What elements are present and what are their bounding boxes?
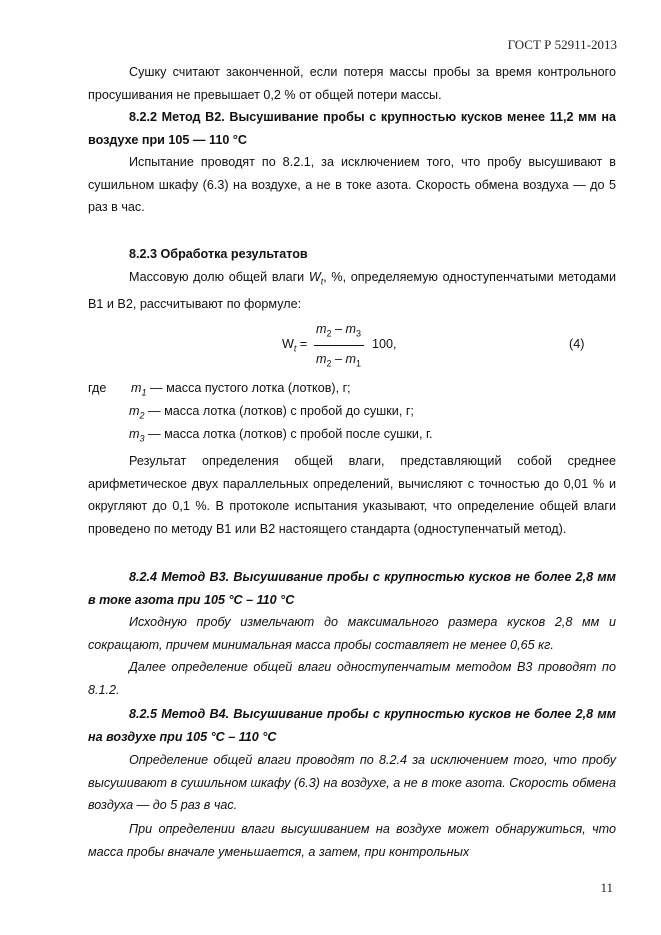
den-m-sub: 1 bbox=[356, 358, 362, 369]
paragraph-mass-fraction bbox=[88, 266, 616, 316]
den-m: m bbox=[345, 352, 357, 366]
page-header-standard: ГОСТ Р 52911-2013 bbox=[507, 37, 617, 52]
legend-var-sub: 1 bbox=[141, 387, 147, 398]
paragraph-air-drying: При определении влаги высушиванием на воздухе может обнаружиться, что масса пробы вначале уменьшается, а затем, при контрольных bbox=[88, 822, 616, 859]
legend-where: где bbox=[88, 381, 107, 395]
heading-8-2-3: 8.2.3 Обработка результатов bbox=[129, 247, 308, 261]
heading-8-2-4: 8.2.4 Метод В3. Высушивание пробы с крупностью кусков не более 2,8 мм в токе азота при 105 °С – 110 °С bbox=[88, 570, 616, 607]
formula-lhs bbox=[282, 337, 307, 354]
legend-item-m1 bbox=[131, 381, 351, 398]
legend-var-sub: 3 bbox=[139, 433, 145, 444]
page-number: 11 bbox=[600, 880, 613, 895]
legend-var: m bbox=[129, 427, 140, 441]
paragraph-crushing: Исходную пробу измельчают до максимального размера кусков 2,8 мм и сокращают, причем минимальная масса пробы составляет не менее 0,65 кг. bbox=[88, 615, 616, 652]
num-m: m bbox=[345, 322, 357, 336]
den-m-sub: 2 bbox=[326, 358, 332, 369]
legend-text: — масса лотка (лотков) с пробой после сушки, г. bbox=[144, 427, 433, 441]
legend-var: m bbox=[129, 404, 140, 418]
legend-var: m bbox=[131, 381, 142, 395]
text-fragment: , %, определяемую одноступенчатыми методами В1 и В2, рассчитывают по формуле: bbox=[88, 270, 616, 312]
legend-item-m2 bbox=[129, 404, 414, 421]
formula-equals: = bbox=[296, 337, 308, 351]
symbol-w: W bbox=[308, 270, 321, 284]
heading-8-2-2: 8.2.2 Метод В2. Высушивание пробы с крупностью кусков менее 11,2 мм на воздухе при 105 — 110 °С bbox=[88, 110, 616, 147]
formula-denominator bbox=[316, 352, 361, 369]
paragraph-result: Результат определения общей влаги, представляющий собой среднее арифметическое двух параллельных определений, вычисляют с точностью до 0,01 % и округляют до 0,1 %. В протоколе испытания указывают, что определение общей влаги проведено по методу В1 или В2 настоящего стандарта (одноступенчатый метод). bbox=[88, 454, 616, 536]
num-minus: – bbox=[331, 322, 346, 336]
legend-text: — масса лотка (лотков) с пробой до сушки, г; bbox=[144, 404, 414, 418]
legend-item-m3 bbox=[129, 427, 433, 444]
legend-text: — масса пустого лотка (лотков), г; bbox=[146, 381, 351, 395]
paragraph-method-b2: Испытание проводят по 8.2.1, за исключением того, что пробу высушивают в сушильном шкафу (6.3) на воздухе, а не в токе азота. Скорость обмена воздуха — до 5 раз в час. bbox=[88, 155, 616, 214]
formula-number: (4) bbox=[569, 337, 585, 351]
num-m: m bbox=[316, 322, 327, 336]
formula-4 bbox=[0, 320, 661, 370]
formula-var-w: W bbox=[282, 337, 294, 351]
formula-var-w-sub: t bbox=[293, 343, 297, 354]
paragraph-method-b4: Определение общей влаги проводят по 8.2.4 за исключением того, что пробу высушивают в сушильном шкафу (6.3) на воздухе, а не в токе азота. Скорость обмена воздуха — до 5 раз в час. bbox=[88, 753, 616, 812]
formula-numerator bbox=[316, 322, 361, 339]
num-m-sub: 2 bbox=[326, 328, 332, 339]
den-minus: – bbox=[331, 352, 346, 366]
formula-factor: 100, bbox=[372, 337, 397, 351]
paragraph-drying-complete: Сушку считают законченной, если потеря массы пробы за время контрольного просушивания не превышает 0,2 % от общей потери массы. bbox=[88, 65, 616, 102]
den-m: m bbox=[316, 352, 327, 366]
num-m-sub: 3 bbox=[356, 328, 362, 339]
fraction-bar bbox=[314, 345, 364, 346]
text-fragment: Массовую долю общей влаги bbox=[129, 270, 309, 284]
legend-var-sub: 2 bbox=[139, 410, 145, 421]
paragraph-method-b3: Далее определение общей влаги одноступенчатым методом В3 проводят по 8.1.2. bbox=[88, 660, 616, 697]
symbol-w-subscript: t bbox=[320, 276, 324, 287]
heading-8-2-5: 8.2.5 Метод В4. Высушивание пробы с крупностью кусков не более 2,8 мм на воздухе при 105 °С – 110 °С bbox=[88, 707, 616, 744]
